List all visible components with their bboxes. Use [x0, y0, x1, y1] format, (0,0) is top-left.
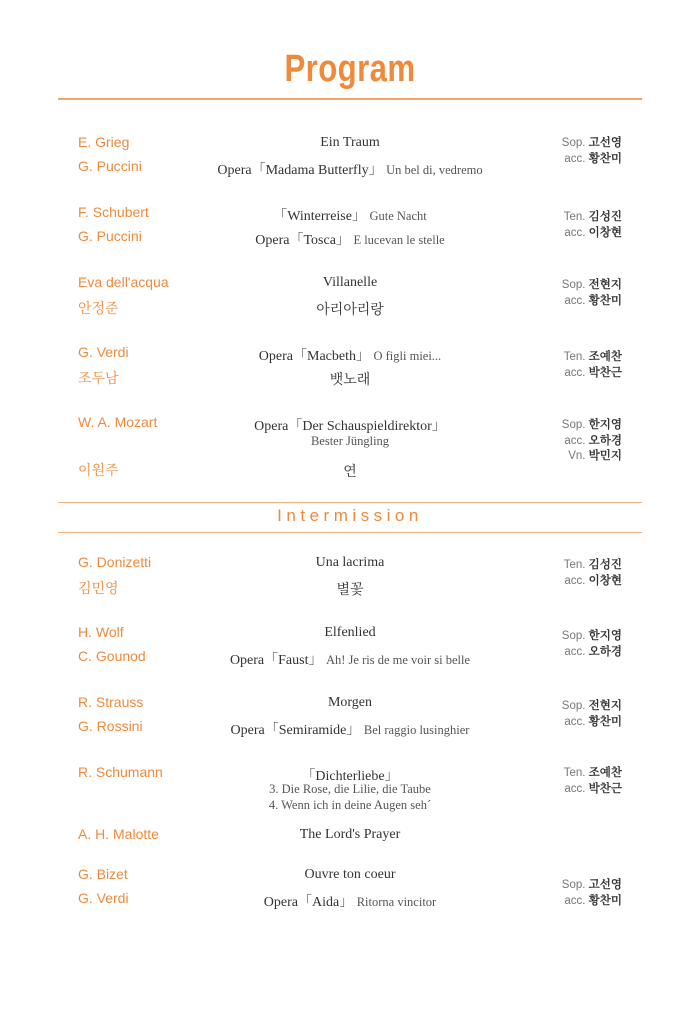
piece: Opera「Semiramide」 Bel raggio lusinghier	[230, 723, 470, 738]
performer: Sop. 한지영	[561, 630, 622, 642]
piece: The Lord's Prayer	[299, 827, 401, 842]
performer: Sop. 한지영	[561, 419, 622, 431]
performer: Ten. 조예찬	[563, 351, 622, 363]
performer: acc. 이창현	[564, 575, 622, 587]
performer: Sop. 고선영	[561, 879, 622, 891]
composer: Eva dell'acqua	[78, 274, 169, 290]
composer: G. Bizet	[78, 866, 128, 882]
piece-movement: 4. Wenn ich in deine Augen seh´	[268, 798, 432, 812]
composer: G. Verdi	[78, 344, 129, 360]
composer: F. Schubert	[78, 204, 149, 220]
page-title: Program	[284, 48, 416, 90]
composer: 안정준	[78, 300, 119, 316]
composer: H. Wolf	[78, 624, 124, 640]
performer: acc. 황찬미	[564, 716, 622, 728]
performer: Vn. 박민지	[568, 450, 622, 462]
piece: Ein Traum	[320, 135, 380, 150]
performer: Sop. 전현지	[561, 279, 622, 291]
performer: Ten. 조예찬	[563, 767, 622, 779]
performer: Sop. 고선영	[561, 137, 622, 149]
piece: Opera「Tosca」 E lucevan le stelle	[255, 233, 445, 248]
composer: 조두남	[78, 370, 119, 386]
piece: Opera「Der Schauspieldirektor」	[254, 419, 446, 434]
composer: 김민영	[78, 580, 119, 596]
piece: 「Dichterliebe」	[301, 769, 399, 784]
composer: G. Puccini	[78, 228, 142, 244]
intermission-label: Intermission	[277, 506, 423, 525]
performer: acc. 박찬근	[564, 783, 622, 795]
performer: acc. 황찬미	[564, 895, 622, 907]
piece: 별꽃	[336, 583, 364, 598]
title-divider	[58, 98, 642, 100]
piece: Elfenlied	[324, 625, 376, 640]
performer: Ten. 김성진	[563, 211, 622, 223]
piece: Morgen	[327, 695, 373, 710]
piece: Opera「Macbeth」 O figli miei...	[258, 349, 442, 364]
performer: acc. 오하경	[564, 646, 622, 658]
composer: A. H. Malotte	[78, 826, 159, 842]
piece: 뱃노래	[329, 373, 371, 388]
piece: Ouvre ton coeur	[304, 867, 396, 882]
performer: acc. 오하경	[564, 435, 622, 447]
piece: Villanelle	[322, 275, 378, 290]
composer: E. Grieg	[78, 134, 130, 150]
piece: Opera「Faust」 Ah! Je ris de me voir si belle	[229, 653, 471, 668]
composer: G. Rossini	[78, 718, 143, 734]
program-line	[0, 826, 700, 846]
composer: W. A. Mozart	[78, 414, 158, 430]
piece: Opera「Aida」 Ritorna vincitor	[263, 895, 437, 910]
composer: R. Schumann	[78, 764, 163, 780]
program-line	[0, 460, 700, 480]
piece-movement: 3. Die Rose, die Lilie, die Taube	[269, 782, 431, 796]
intermission-divider-bottom	[58, 532, 642, 533]
piece: Una lacrima	[315, 555, 385, 570]
piece-subtitle: Bester Jüngling	[310, 434, 390, 448]
intermission-divider-top	[58, 502, 642, 503]
piece: 연	[343, 465, 357, 480]
performer: Sop. 전현지	[561, 700, 622, 712]
performer: acc. 황찬미	[564, 295, 622, 307]
performer: acc. 이창현	[564, 227, 622, 239]
piece: 아리아리랑	[316, 303, 384, 318]
piece: Opera「Madama Butterfly」 Un bel di, vedremo	[217, 163, 483, 178]
composer: R. Strauss	[78, 694, 144, 710]
composer: G. Puccini	[78, 158, 142, 174]
composer: G. Verdi	[78, 890, 129, 906]
performer: acc. 박찬근	[564, 367, 622, 379]
composer: G. Donizetti	[78, 554, 152, 570]
performer: acc. 황찬미	[564, 153, 622, 165]
composer: 이원주	[78, 462, 119, 478]
composer: C. Gounod	[78, 648, 146, 664]
performer: Ten. 김성진	[563, 559, 622, 571]
piece: 「Winterreise」 Gute Nacht	[273, 209, 427, 224]
